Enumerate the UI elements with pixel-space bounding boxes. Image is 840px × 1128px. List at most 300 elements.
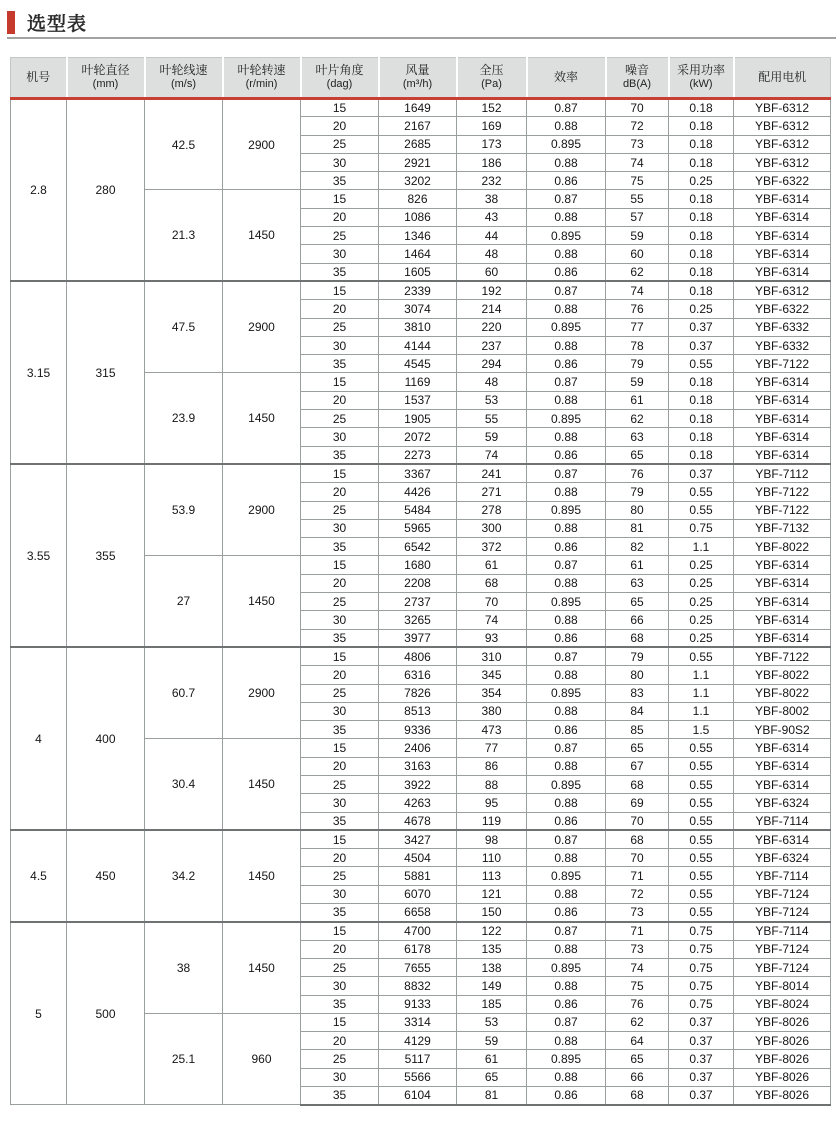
airflow-cell: 1605	[379, 263, 457, 281]
angle-cell: 35	[301, 172, 379, 190]
rpm-cell: 1450	[223, 556, 301, 647]
column-header-unit: (kW)	[689, 78, 713, 91]
noise-cell: 74	[606, 958, 669, 976]
airflow-cell: 3314	[379, 1013, 457, 1031]
power-cell: 0.18	[669, 99, 734, 117]
angle-cell: 35	[301, 995, 379, 1013]
efficiency-cell: 0.88	[527, 208, 606, 226]
column-header	[734, 58, 831, 99]
angle-cell: 35	[301, 446, 379, 464]
noise-cell: 79	[606, 647, 669, 665]
motor-cell: YBF-7114	[734, 812, 831, 830]
efficiency-cell: 0.87	[527, 464, 606, 482]
column-header	[145, 58, 223, 99]
power-cell: 0.18	[669, 263, 734, 281]
motor-cell: YBF-6314	[734, 574, 831, 592]
angle-cell: 30	[301, 153, 379, 171]
noise-cell: 76	[606, 300, 669, 318]
motor-cell: YBF-6314	[734, 190, 831, 208]
efficiency-cell: 0.86	[527, 629, 606, 647]
power-cell: 0.25	[669, 300, 734, 318]
column-header-line1: 配用电机	[758, 70, 807, 84]
efficiency-cell: 0.88	[527, 702, 606, 720]
diameter-cell: 280	[67, 99, 145, 282]
airflow-cell: 6316	[379, 666, 457, 684]
efficiency-cell: 0.86	[527, 904, 606, 922]
airflow-cell: 6070	[379, 885, 457, 903]
airflow-cell: 7655	[379, 958, 457, 976]
pressure-cell: 138	[457, 958, 527, 976]
efficiency-cell: 0.895	[527, 318, 606, 336]
airflow-cell: 2072	[379, 428, 457, 446]
efficiency-cell: 0.895	[527, 501, 606, 519]
power-cell: 0.75	[669, 940, 734, 958]
motor-cell: YBF-7122	[734, 501, 831, 519]
power-cell: 0.37	[669, 1050, 734, 1068]
angle-cell: 30	[301, 1068, 379, 1086]
efficiency-cell: 0.86	[527, 538, 606, 556]
power-cell: 0.18	[669, 373, 734, 391]
efficiency-cell: 0.88	[527, 153, 606, 171]
noise-cell: 80	[606, 666, 669, 684]
column-header-unit: (r/min)	[245, 78, 278, 91]
airflow-cell: 3427	[379, 830, 457, 848]
pressure-cell: 59	[457, 1032, 527, 1050]
power-cell: 0.18	[669, 245, 734, 263]
angle-cell: 35	[301, 812, 379, 830]
efficiency-cell: 0.88	[527, 574, 606, 592]
column-header-line1: 噪音	[624, 63, 649, 78]
pressure-cell: 214	[457, 300, 527, 318]
angle-cell: 20	[301, 757, 379, 775]
noise-cell: 62	[606, 410, 669, 428]
angle-cell: 20	[301, 940, 379, 958]
angle-cell: 30	[301, 611, 379, 629]
pressure-cell: 53	[457, 391, 527, 409]
motor-cell: YBF-8002	[734, 702, 831, 720]
column-header	[669, 58, 734, 99]
model-cell: 5	[11, 922, 67, 1105]
pressure-cell: 122	[457, 922, 527, 940]
angle-cell: 30	[301, 428, 379, 446]
airflow-cell: 4806	[379, 647, 457, 665]
angle-cell: 15	[301, 1013, 379, 1031]
pressure-cell: 300	[457, 519, 527, 537]
efficiency-cell: 0.88	[527, 977, 606, 995]
pressure-cell: 55	[457, 410, 527, 428]
speed-cell: 21.3	[145, 190, 223, 281]
motor-cell: YBF-6314	[734, 757, 831, 775]
column-header-unit: dB(A)	[622, 78, 652, 91]
airflow-cell: 2685	[379, 135, 457, 153]
motor-cell: YBF-6314	[734, 227, 831, 245]
efficiency-cell: 0.86	[527, 172, 606, 190]
pressure-cell: 271	[457, 483, 527, 501]
airflow-cell: 3202	[379, 172, 457, 190]
noise-cell: 63	[606, 574, 669, 592]
power-cell: 0.55	[669, 739, 734, 757]
noise-cell: 73	[606, 904, 669, 922]
angle-cell: 15	[301, 99, 379, 117]
pressure-cell: 278	[457, 501, 527, 519]
efficiency-cell: 0.895	[527, 593, 606, 611]
angle-cell: 15	[301, 830, 379, 848]
pressure-cell: 38	[457, 190, 527, 208]
airflow-cell: 7826	[379, 684, 457, 702]
efficiency-cell: 0.88	[527, 611, 606, 629]
motor-cell: YBF-6312	[734, 99, 831, 117]
power-cell: 0.55	[669, 867, 734, 885]
pressure-cell: 237	[457, 336, 527, 354]
pressure-cell: 95	[457, 794, 527, 812]
noise-cell: 81	[606, 519, 669, 537]
pressure-cell: 60	[457, 263, 527, 281]
efficiency-cell: 0.88	[527, 428, 606, 446]
efficiency-cell: 0.88	[527, 666, 606, 684]
efficiency-cell: 0.87	[527, 647, 606, 665]
power-cell: 0.37	[669, 1068, 734, 1086]
airflow-cell: 4426	[379, 483, 457, 501]
motor-cell: YBF-8014	[734, 977, 831, 995]
noise-cell: 59	[606, 373, 669, 391]
motor-cell: YBF-6314	[734, 556, 831, 574]
efficiency-cell: 0.895	[527, 684, 606, 702]
column-header-unit: (mm)	[92, 78, 119, 91]
noise-cell: 62	[606, 263, 669, 281]
noise-cell: 65	[606, 593, 669, 611]
pressure-cell: 152	[457, 99, 527, 117]
power-cell: 0.75	[669, 995, 734, 1013]
efficiency-cell: 0.86	[527, 263, 606, 281]
motor-cell: YBF-7122	[734, 355, 831, 373]
noise-cell: 67	[606, 757, 669, 775]
table-row	[11, 647, 831, 665]
noise-cell: 65	[606, 446, 669, 464]
airflow-cell: 4545	[379, 355, 457, 373]
angle-cell: 30	[301, 794, 379, 812]
noise-cell: 77	[606, 318, 669, 336]
airflow-cell: 6178	[379, 940, 457, 958]
airflow-cell: 2208	[379, 574, 457, 592]
pressure-cell: 241	[457, 464, 527, 482]
angle-cell: 15	[301, 373, 379, 391]
rpm-cell: 1450	[223, 373, 301, 464]
efficiency-cell: 0.87	[527, 373, 606, 391]
efficiency-cell: 0.87	[527, 190, 606, 208]
speed-cell: 34.2	[145, 830, 223, 921]
motor-cell: YBF-6332	[734, 336, 831, 354]
speed-cell: 38	[145, 922, 223, 1013]
speed-cell: 27	[145, 556, 223, 647]
power-cell: 0.25	[669, 556, 734, 574]
angle-cell: 30	[301, 977, 379, 995]
efficiency-cell: 0.87	[527, 739, 606, 757]
pressure-cell: 121	[457, 885, 527, 903]
angle-cell: 25	[301, 318, 379, 336]
pressure-cell: 232	[457, 172, 527, 190]
header-row	[11, 58, 831, 99]
power-cell: 0.75	[669, 519, 734, 537]
noise-cell: 57	[606, 208, 669, 226]
power-cell: 0.55	[669, 483, 734, 501]
efficiency-cell: 0.88	[527, 117, 606, 135]
efficiency-cell: 0.88	[527, 1068, 606, 1086]
speed-cell: 25.1	[145, 1013, 223, 1104]
pressure-cell: 44	[457, 227, 527, 245]
noise-cell: 85	[606, 721, 669, 739]
pressure-cell: 372	[457, 538, 527, 556]
efficiency-cell: 0.86	[527, 355, 606, 373]
speed-cell: 42.5	[145, 99, 223, 190]
diameter-cell: 355	[67, 464, 145, 647]
airflow-cell: 5117	[379, 1050, 457, 1068]
power-cell: 0.55	[669, 647, 734, 665]
motor-cell: YBF-8026	[734, 1050, 831, 1068]
power-cell: 0.25	[669, 629, 734, 647]
selection-table	[10, 57, 831, 1106]
power-cell: 0.37	[669, 464, 734, 482]
power-cell: 0.55	[669, 904, 734, 922]
noise-cell: 79	[606, 483, 669, 501]
noise-cell: 75	[606, 172, 669, 190]
airflow-cell: 8513	[379, 702, 457, 720]
column-header	[527, 58, 606, 99]
motor-cell: YBF-6314	[734, 446, 831, 464]
motor-cell: YBF-7124	[734, 958, 831, 976]
column-header-line1: 机号	[26, 70, 51, 84]
power-cell: 0.18	[669, 135, 734, 153]
pressure-cell: 65	[457, 1068, 527, 1086]
power-cell: 0.55	[669, 775, 734, 793]
noise-cell: 61	[606, 556, 669, 574]
airflow-cell: 9133	[379, 995, 457, 1013]
efficiency-cell: 0.895	[527, 867, 606, 885]
motor-cell: YBF-6312	[734, 117, 831, 135]
power-cell: 0.55	[669, 757, 734, 775]
airflow-cell: 5566	[379, 1068, 457, 1086]
pressure-cell: 220	[457, 318, 527, 336]
airflow-cell: 3810	[379, 318, 457, 336]
noise-cell: 68	[606, 830, 669, 848]
power-cell: 0.18	[669, 428, 734, 446]
efficiency-cell: 0.86	[527, 1087, 606, 1105]
airflow-cell: 2167	[379, 117, 457, 135]
power-cell: 0.55	[669, 355, 734, 373]
angle-cell: 25	[301, 1050, 379, 1068]
table-row	[11, 99, 831, 117]
column-header-unit: (m/s)	[170, 78, 197, 91]
angle-cell: 15	[301, 739, 379, 757]
power-cell: 0.75	[669, 977, 734, 995]
noise-cell: 62	[606, 1013, 669, 1031]
angle-cell: 35	[301, 629, 379, 647]
rpm-cell: 1450	[223, 739, 301, 830]
rpm-cell: 1450	[223, 190, 301, 281]
airflow-cell: 5965	[379, 519, 457, 537]
motor-cell: YBF-90S2	[734, 721, 831, 739]
angle-cell: 15	[301, 647, 379, 665]
airflow-cell: 4263	[379, 794, 457, 812]
motor-cell: YBF-7124	[734, 940, 831, 958]
efficiency-cell: 0.895	[527, 958, 606, 976]
table-row	[11, 281, 831, 299]
pressure-cell: 149	[457, 977, 527, 995]
efficiency-cell: 0.88	[527, 245, 606, 263]
power-cell: 0.18	[669, 190, 734, 208]
angle-cell: 25	[301, 593, 379, 611]
noise-cell: 65	[606, 1050, 669, 1068]
motor-cell: YBF-6312	[734, 153, 831, 171]
motor-cell: YBF-7112	[734, 464, 831, 482]
pressure-cell: 119	[457, 812, 527, 830]
efficiency-cell: 0.86	[527, 721, 606, 739]
column-header	[301, 58, 379, 99]
airflow-cell: 3074	[379, 300, 457, 318]
noise-cell: 55	[606, 190, 669, 208]
airflow-cell: 6542	[379, 538, 457, 556]
column-header-line1: 叶轮直径	[81, 63, 130, 78]
noise-cell: 68	[606, 775, 669, 793]
column-header-unit: (Pa)	[481, 78, 502, 91]
motor-cell: YBF-6314	[734, 245, 831, 263]
efficiency-cell: 0.88	[527, 940, 606, 958]
noise-cell: 71	[606, 867, 669, 885]
power-cell: 0.55	[669, 885, 734, 903]
airflow-cell: 3265	[379, 611, 457, 629]
airflow-cell: 1086	[379, 208, 457, 226]
angle-cell: 15	[301, 281, 379, 299]
angle-cell: 25	[301, 684, 379, 702]
power-cell: 1.1	[669, 684, 734, 702]
airflow-cell: 3922	[379, 775, 457, 793]
noise-cell: 73	[606, 135, 669, 153]
diameter-cell: 450	[67, 830, 145, 921]
motor-cell: YBF-6314	[734, 263, 831, 281]
power-cell: 0.55	[669, 501, 734, 519]
angle-cell: 35	[301, 721, 379, 739]
angle-cell: 20	[301, 1032, 379, 1050]
motor-cell: YBF-7124	[734, 885, 831, 903]
noise-cell: 70	[606, 849, 669, 867]
power-cell: 0.55	[669, 830, 734, 848]
column-header	[457, 58, 527, 99]
rpm-cell: 2900	[223, 464, 301, 555]
motor-cell: YBF-6314	[734, 410, 831, 428]
angle-cell: 30	[301, 336, 379, 354]
angle-cell: 25	[301, 501, 379, 519]
motor-cell: YBF-8022	[734, 538, 831, 556]
noise-cell: 79	[606, 355, 669, 373]
efficiency-cell: 0.895	[527, 1050, 606, 1068]
airflow-cell: 2737	[379, 593, 457, 611]
motor-cell: YBF-6314	[734, 830, 831, 848]
pressure-cell: 186	[457, 153, 527, 171]
motor-cell: YBF-6314	[734, 208, 831, 226]
angle-cell: 20	[301, 300, 379, 318]
pressure-cell: 345	[457, 666, 527, 684]
pressure-cell: 135	[457, 940, 527, 958]
pressure-cell: 185	[457, 995, 527, 1013]
angle-cell: 15	[301, 556, 379, 574]
pressure-cell: 310	[457, 647, 527, 665]
diameter-cell: 315	[67, 281, 145, 464]
noise-cell: 66	[606, 1068, 669, 1086]
noise-cell: 70	[606, 99, 669, 117]
motor-cell: YBF-6322	[734, 300, 831, 318]
column-header-line1: 全压	[479, 63, 504, 78]
pressure-cell: 77	[457, 739, 527, 757]
title-underline	[7, 37, 836, 39]
angle-cell: 20	[301, 391, 379, 409]
speed-cell: 53.9	[145, 464, 223, 555]
motor-cell: YBF-6314	[734, 593, 831, 611]
efficiency-cell: 0.88	[527, 885, 606, 903]
pressure-cell: 110	[457, 849, 527, 867]
noise-cell: 72	[606, 885, 669, 903]
power-cell: 1.1	[669, 538, 734, 556]
rpm-cell: 1450	[223, 830, 301, 921]
motor-cell: YBF-7122	[734, 647, 831, 665]
motor-cell: YBF-6332	[734, 318, 831, 336]
speed-cell: 30.4	[145, 739, 223, 830]
airflow-cell: 1649	[379, 99, 457, 117]
pressure-cell: 150	[457, 904, 527, 922]
airflow-cell: 5484	[379, 501, 457, 519]
efficiency-cell: 0.88	[527, 519, 606, 537]
power-cell: 0.55	[669, 849, 734, 867]
motor-cell: YBF-6314	[734, 391, 831, 409]
pressure-cell: 48	[457, 245, 527, 263]
angle-cell: 25	[301, 775, 379, 793]
table-body	[11, 99, 831, 1105]
power-cell: 0.25	[669, 611, 734, 629]
airflow-cell: 1905	[379, 410, 457, 428]
angle-cell: 20	[301, 208, 379, 226]
pressure-cell: 48	[457, 373, 527, 391]
pressure-cell: 380	[457, 702, 527, 720]
noise-cell: 72	[606, 117, 669, 135]
noise-cell: 60	[606, 245, 669, 263]
motor-cell: YBF-8026	[734, 1013, 831, 1031]
rpm-cell: 1450	[223, 922, 301, 1013]
airflow-cell: 1169	[379, 373, 457, 391]
airflow-cell: 4129	[379, 1032, 457, 1050]
efficiency-cell: 0.87	[527, 922, 606, 940]
noise-cell: 65	[606, 739, 669, 757]
efficiency-cell: 0.88	[527, 483, 606, 501]
motor-cell: YBF-6324	[734, 849, 831, 867]
pressure-cell: 86	[457, 757, 527, 775]
pressure-cell: 43	[457, 208, 527, 226]
angle-cell: 25	[301, 410, 379, 428]
efficiency-cell: 0.88	[527, 336, 606, 354]
power-cell: 1.1	[669, 702, 734, 720]
speed-cell: 23.9	[145, 373, 223, 464]
pressure-cell: 98	[457, 830, 527, 848]
power-cell: 0.37	[669, 1032, 734, 1050]
efficiency-cell: 0.87	[527, 1013, 606, 1031]
power-cell: 0.18	[669, 153, 734, 171]
airflow-cell: 4144	[379, 336, 457, 354]
table-header	[11, 58, 831, 99]
angle-cell: 25	[301, 867, 379, 885]
power-cell: 0.25	[669, 574, 734, 592]
efficiency-cell: 0.895	[527, 227, 606, 245]
motor-cell: YBF-7132	[734, 519, 831, 537]
efficiency-cell: 0.88	[527, 849, 606, 867]
column-header	[67, 58, 145, 99]
power-cell: 0.25	[669, 172, 734, 190]
